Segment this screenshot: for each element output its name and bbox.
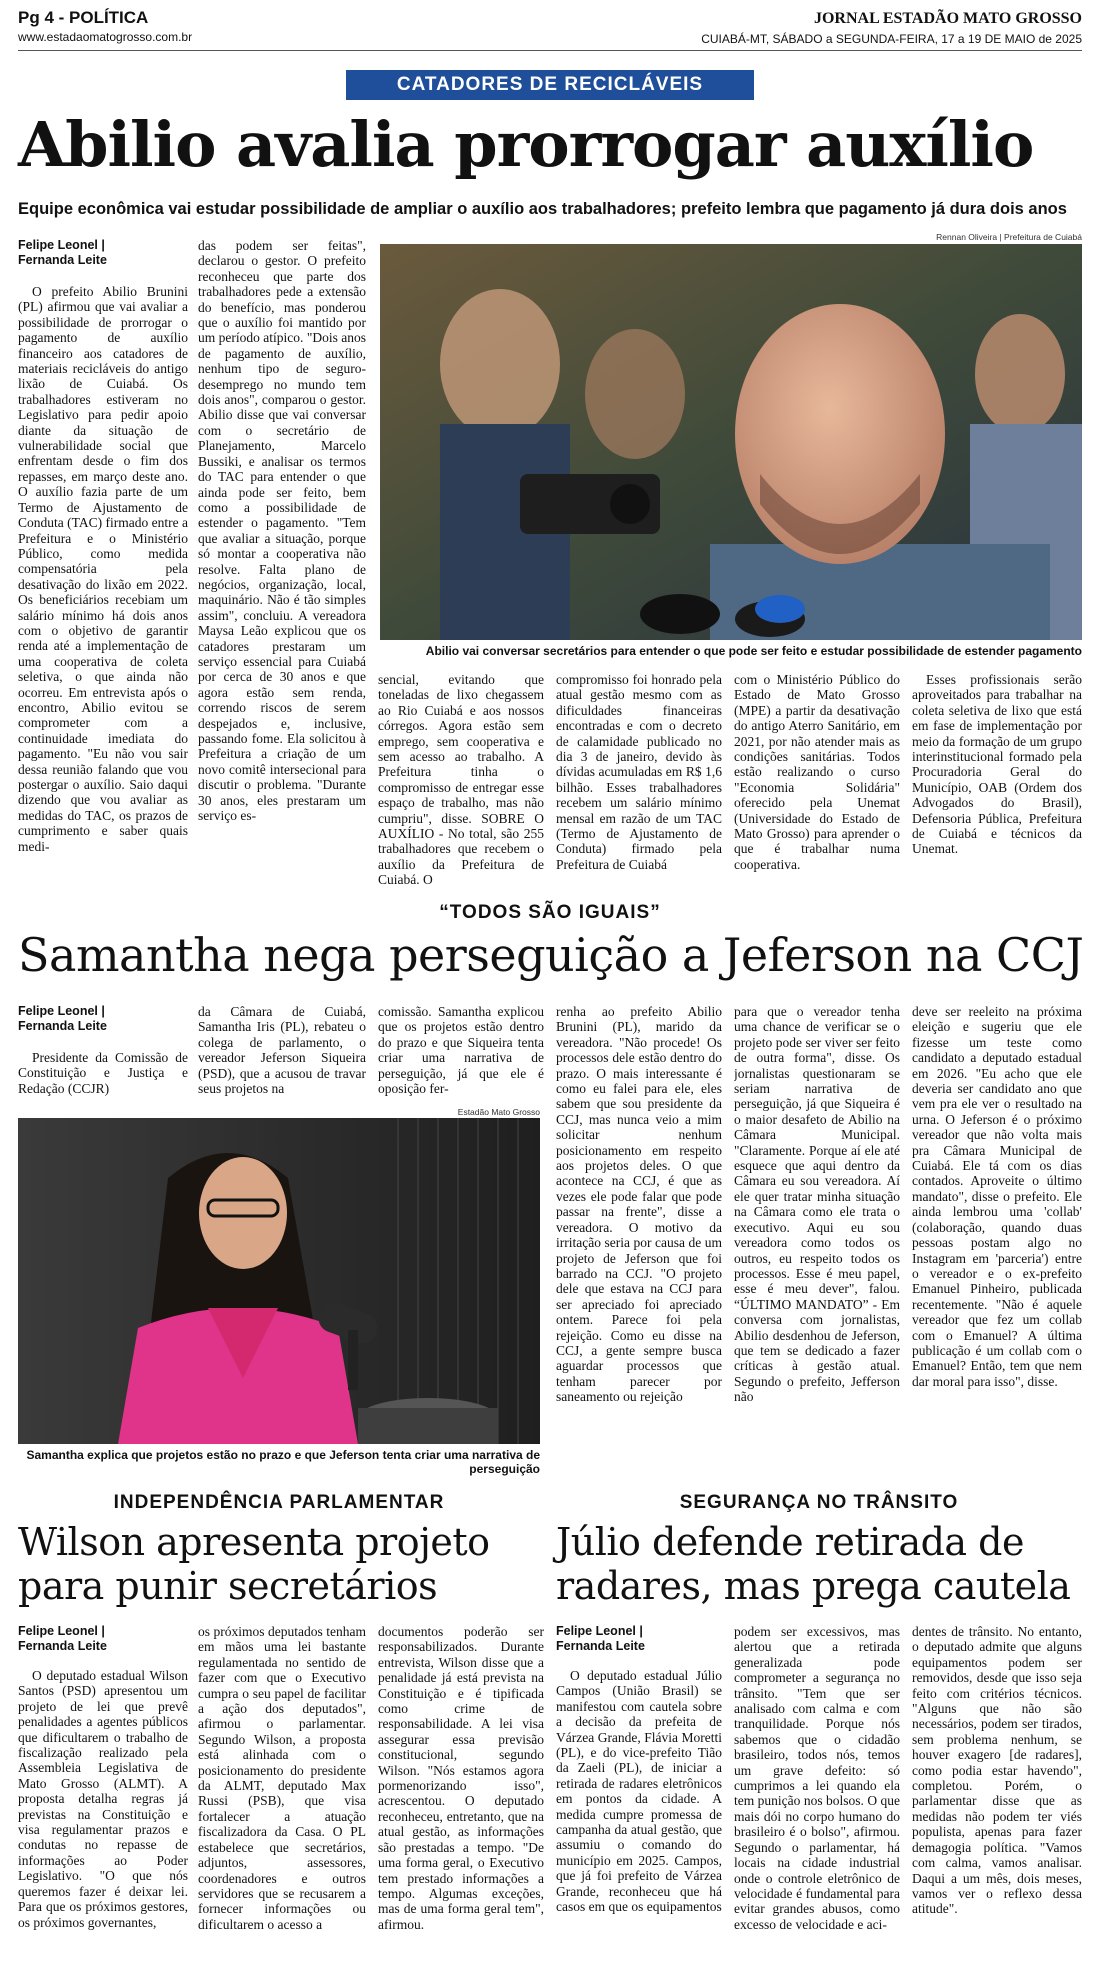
story3-headline xyxy=(18,1520,548,1608)
story3-column-1: O deputado estadual Wilson Santos (PSD) apresentou um projeto de lei que prevê penalidades a agentes públicos que dificultarem o trabalho de fiscalização realizado pela Assembleia Legislativa de Mato Grosso (ALMT). A proposta detalha regras já previstas na Constituição e visa regulamentar prazos e condutas no repasse de informações ao Poder Legislativo. "O que nós queremos fazer é deixar lei. Para que os próximos gestores, os próximos governantes, xyxy=(18,1668,188,1930)
website-url[interactable]: www.estadaomatogrosso.com.br xyxy=(18,30,193,44)
byline-author-1: Felipe Leonel | xyxy=(18,1004,105,1018)
byline-author-1: Felipe Leonel | xyxy=(556,1624,643,1638)
story1-headline: Abilio avalia prorrogar auxílio xyxy=(18,108,1034,181)
story4-column-1: O deputado estadual Júlio Campos (União Brasil) se manifestou com cautela sobre a decisão da prefeita de Várzea Grande, Flávia Moretti (PL), e do vice-prefeito Tião da Zaeli (PL), de iniciar a retirada de radares eletrônicos em pontos da cidade. A medida cumpre promessa de campanha da atual gestão, que assumiu o comando do município em 2025. Campos, que já foi prefeito de Várzea Grande, reconheceu que há casos em que os equipamentos xyxy=(556,1668,722,1915)
story4-byline xyxy=(556,1624,722,1654)
story1-photo xyxy=(380,244,1082,640)
story2-photo-credit: Estadão Mato Grosso xyxy=(457,1107,540,1117)
story2-photo xyxy=(18,1118,540,1444)
story1-kicker: CATADORES DE RECICLÁVEIS xyxy=(346,70,754,100)
story1-subhead: Equipe econômica vai estudar possibilidade de ampliar o auxílio aos trabalhadores; prefeito lembra que pagamento já dura dois anos xyxy=(18,200,1067,218)
story3-kicker: INDEPENDÊNCIA PARLAMENTAR xyxy=(113,1492,445,1513)
story4-headline xyxy=(556,1520,1086,1608)
story2-column-3: comissão. Samantha explicou que os projetos estão dentro do prazo e que Siqueira tenta criar uma narrativa de perseguição, já que ele é oposição fer- xyxy=(378,1004,544,1097)
story1-column-1: O prefeito Abilio Brunini (PL) afirmou que vai avaliar a possibilidade de prorrogar o pagamento de auxílio financeiro aos catadores de materiais recicláveis do antigo lixão de Cuiabá. Os trabalhadores estiveram no Legislativo para pedir apoio diante da situação de vulnerabilidade social que enfrentam desde o fim dos repasses, em março deste ano. O auxílio fazia parte de um Termo de Ajustamento de Conduta (TAC) firmado entre a Prefeitura e o Ministério Público, como medida compensatória pela desativação do lixão em 2022. Os beneficiários recebiam um salário mínimo há dois anos com o objetivo de garantir renda até a implementação de uma cooperativa de coleta seletiva, o que ainda não ocorreu. Em entrevista após o encontro, Abilio evitou se comprometer com a continuidade imediata do pagamento. "Eu não vou sair dessa reunião falando que vou postergar o auxílio. Saio daqui dizendo que vou avaliar as medidas do TAC, os prazos de cumprimento e saber quais medi- xyxy=(18,284,188,854)
story4-headline-line-1: Júlio defende retirada de xyxy=(556,1520,1024,1564)
header-rule xyxy=(18,50,1082,51)
story3-column-2: os próximos deputados tenham em mãos uma lei bastante regulamentada no sentido de fazer com que o Executivo cumpra o seu papel de facilitar a ação dos deputados", afirmou o parlamentar. Segundo Wilson, a proposta está alinhada com o posicionamento do presidente da ALMT, deputado Max Russi (PSB), que visa fortalecer a atuação fiscalizadora da Casa. O PL estabelece que secretários, adjuntos, assessores, coordenadores e outros servidores que se recusarem a fornecer informações ou dificultarem o acesso a xyxy=(198,1624,366,1932)
story1-column-2: das podem ser feitas", declarou o gestor. O prefeito reconheceu que parte dos trabalhadores pede a extensão do benefício, mas ponderou que o auxílio foi mantido por um período atípico. "Dois anos de pagamento de auxílio, nenhum tipo de seguro-desemprego no mundo tem dois anos", comparou o gestor. Abilio disse que vai conversar com o secretário de Planejamento, Marcelo Bussiki, e analisar os termos do TAC para entender o que ainda pode ser feito, bem como a possibilidade de estender o pagamento. "Tem que avaliar a situação, porque só montar a cooperativa não resolve. Falta plano de negócios, organização, local, maquinário. Não é tão simples assim", concluiu. A vereadora Maysa Leão explicou que os catadores prestaram um serviço essencial para Cuiabá por cerca de 30 anos e que agora estão sem renda, correndo riscos de serem despejados e, inclusive, passando fome. Ela solicitou à Prefeitura a criação de um novo comitê intersecional para discutir o problema. "Durante 30 anos, eles prestaram um serviço es- xyxy=(198,238,366,824)
story1-column-4: compromisso foi honrado pela atual gestão mesmo com as dificuldades financeiras encontradas e com o decreto de calamidade publicado no dia 3 de janeiro, devido às dívidas acumuladas em R$ 1,6 bilhão. Esses trabalhadores recebem um salário mínimo mensal em razão de um TAC (Termo de Ajustamento de Conduta) firmado pela Prefeitura de Cuiabá xyxy=(556,672,722,872)
story4-column-2: podem ser excessivos, mas alertou que a retirada generalizada pode comprometer a segurança no trânsito. "Tem que ser analisado com calma e com tranquilidade. Porque nós sabemos que o cidadão brasileiro, todos nós, temos um grave defeito: só cumprimos a lei quando ela tem punição nos bolsos. O que mais dói no corpo humano do brasileiro é o bolso", afirmou. Segundo o parlamentar, há locais na cidade industrial onde o controle eletrônico de velocidade é fundamental para evitar grandes abusos, como excesso de velocidade e aci- xyxy=(734,1624,900,1932)
story2-column-1: Presidente da Comissão de Constituição e Justiça e Redação (CCJR) xyxy=(18,1050,188,1096)
story1-column-5: com o Ministério Público do Estado de Mato Grosso (MPE) a partir da desativação do antigo Aterro Sanitário, em 2021, por não atender mais as condições sanitárias. Todos estão realizando o curso "Economia Solidária" oferecido pela Unemat (Universidade do Estado de Mato Grosso) para aprender o que é trabalhar numa cooperativa. xyxy=(734,672,900,872)
story3-byline xyxy=(18,1624,188,1654)
story1-byline xyxy=(18,238,188,268)
story2-byline xyxy=(18,1004,188,1034)
byline-author-2: Fernanda Leite xyxy=(18,1639,107,1653)
story2-headline: Samantha nega perseguição a Jeferson na CCJ xyxy=(18,928,1084,982)
story4-headline-line-2: radares, mas prega cautela xyxy=(556,1564,1071,1608)
byline-author-2: Fernanda Leite xyxy=(18,253,107,267)
story1-photo-credit: Rennan Oliveira | Prefeitura de Cuiabá xyxy=(936,232,1082,242)
abilio-interview-photo xyxy=(380,244,1082,640)
byline-author-2: Fernanda Leite xyxy=(18,1019,107,1033)
newspaper-name: JORNAL ESTADÃO MATO GROSSO xyxy=(813,10,1082,27)
story3-column-3: documentos poderão ser responsabilizados. Durante entrevista, Wilson disse que a penalidade já está prevista na Constituição e é tipificada como crime de responsabilidade. A lei visa assegurar essa previsão constitucional, segundo Wilson. "Nós estamos agora pormenorizando isso", acrescentou. O deputado reconheceu, entretanto, que na atual gestão, as informações são prestadas a tempo. "De uma forma geral, o Executivo tem prestado informações a tempo. Algumas exceções, mas de uma forma geral tem", afirmou. xyxy=(378,1624,544,1932)
edition-date: CUIABÁ-MT, SÁBADO a SEGUNDA-FEIRA, 17 a 19 DE MAIO de 2025 xyxy=(701,32,1082,46)
byline-author-1: Felipe Leonel | xyxy=(18,238,105,252)
story2-column-6: deve ser reeleito na próxima eleição e sugeriu que ele fizesse um teste como candidato a deputado estadual em 2026. "Eu acho que ele deveria ser candidato ano que vem pra ele ver o resultado na urna. O Jeferson é o próximo vereador que não volta mais pra Câmara Municipal de Cuiabá. Ele tá com os dias contados. Aproveite o último mandato", disse o prefeito. Ele ainda lembrou uma 'collab' (colaboração, quando duas pessoas postam algo no Instagram em 'parceria') entre o vereador e o ex-prefeito Emanuel Pinheiro, publicada recentemente. "Não é aquele vereador que fez um collab com o Emanuel? A última publicação é um collab com o Emanuel? Então, tem que nem dar moral para isso", disse. xyxy=(912,1004,1082,1389)
story3-headline-line-1: Wilson apresenta projeto xyxy=(18,1520,490,1564)
story1-column-6: Esses profissionais serão aproveitados para trabalhar na coleta seletiva de lixo que está em fase de implementação por meio da formação de um grupo interinstitucional formado pela Procuradoria Geral do Município, OAB (Ordem dos Advogados do Brasil), Defensoria Pública, Prefeitura de Cuiabá e técnicos da Unemat. xyxy=(912,672,1082,857)
byline-author-2: Fernanda Leite xyxy=(556,1639,645,1653)
story2-column-2: da Câmara de Cuiabá, Samantha Iris (PL), rebateu o colega de parlamento, o vereador Jeferson Siqueira (PSD), que a acusou de travar seus projetos na xyxy=(198,1004,366,1097)
story2-column-4: renha ao prefeito Abilio Brunini (PL), marido da vereadora. "Não procede! Os processos dele estão dentro do prazo. O mais interessante é como eu falei para ele, eles sabem que sou presidente da CCJ, mas nunca veio a mim solicitar nenhum posicionamento em respeito aos projetos deles. O que acontece na CCJ, é que as vezes ele pode falar que pode passar na frente", disse a vereadora. O motivo da irritação seria por causa de um projeto de Jeferson que foi barrado na CCJ. "O projeto dele que estava na CCJ para ser apreciado foi apreciado ontem. Parece foi pela rejeição. Como eu disse na CCJ, a gente sempre busca aguardar processos que tenham parecer por saneamento ou rejeição xyxy=(556,1004,722,1405)
story4-column-3: dentes de trânsito. No entanto, o deputado admite que alguns equipamentos podem ser removidos, desde que isso seja feito com critérios técnicos. "Alguns que não são necessários, podem ser tirados, sem problema nenhum, se houver exagero [de radares], como podia estar havendo", completou. Porém, o parlamentar disse que as medidas não podem ter viés populista, apenas para fazer demagogia política. "Vamos com calma, vamos analisar. Daqui a um mês, dois meses, vamos ver o reflexo dessa atitude". xyxy=(912,1624,1082,1917)
story3-headline-line-2: para punir secretários xyxy=(18,1564,438,1608)
story1-photo-caption: Abilio vai conversar secretários para entender o que pode ser feito e estudar possibilidade de estender pagamento xyxy=(425,644,1082,658)
story2-photo-caption: Samantha explica que projetos estão no prazo e que Jeferson tenta criar uma narrativa de perseguição xyxy=(26,1448,540,1476)
story1-column-3: sencial, evitando que toneladas de lixo chegassem ao Rio Cuiabá e aos nossos córregos. Agora estão sem emprego, sem cooperativa e sem acesso ao trabalho. A Prefeitura tinha o compromisso de entregar esse espaço de trabalho, mas não cumpriu", disse. SOBRE O AUXÍLIO - No total, são 255 trabalhadores que recebem o auxílio da Prefeitura de Cuiabá. O xyxy=(378,672,544,888)
page-section-label: Pg 4 - POLÍTICA xyxy=(18,8,149,27)
story2-kicker: “TODOS SÃO IGUAIS” xyxy=(439,902,661,923)
samantha-radio-photo xyxy=(18,1118,540,1444)
story4-kicker: SEGURANÇA NO TRÂNSITO xyxy=(679,1492,959,1513)
byline-author-1: Felipe Leonel | xyxy=(18,1624,105,1638)
story2-column-5: para que o vereador tenha uma chance de verificar se o projeto pode ser viver ser feito de outra forma", disse. Os jornalistas questionaram se seriam narrativa de perseguição, já que Siqueira é o maior desafeto de Abilio na Câmara Municipal. "Claramente. Porque aí ele até esquece que aqui dentro da Câmara eu sou vereadora. Aí ele quer tratar minha situação na Câmara como ele trata o executivo. Aqui eu sou vereadora como todos os outros, eu respeito todos os processos. Esse é meu papel, esse é meu dever", falou. “ÚLTIMO MANDATO” - Em conversa com jornalistas, Abilio desdenhou de Jeferson, que tem se dedicado a fazer críticas à gestão atual. Segundo o prefeito, Jefferson não xyxy=(734,1004,900,1405)
